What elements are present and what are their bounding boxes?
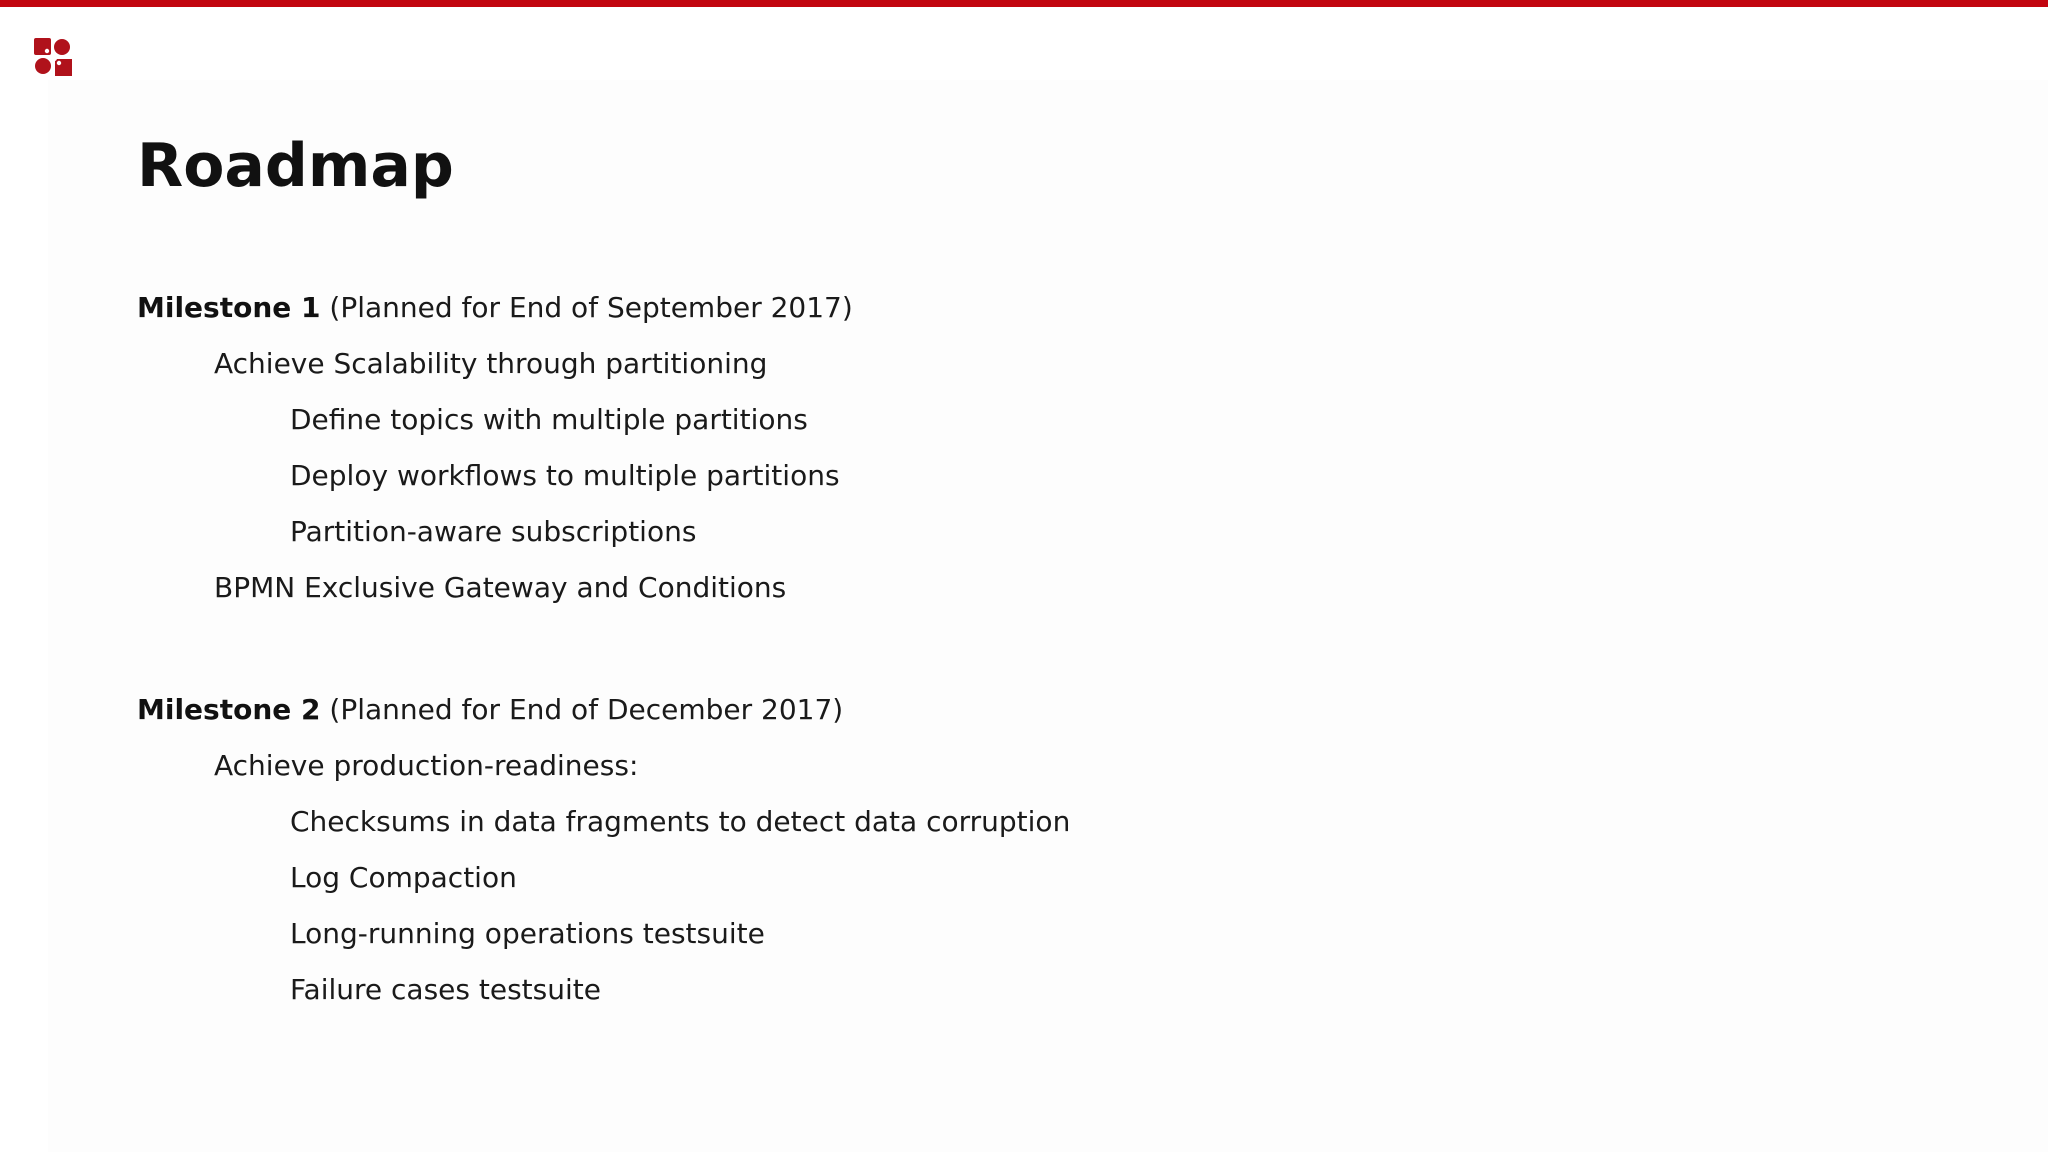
top-accent-bar xyxy=(0,0,2048,7)
list-item: Deploy workflows to multiple partitions xyxy=(290,459,840,492)
camunda-zeebe-logo-icon xyxy=(34,38,72,76)
milestone-label: Milestone 2 xyxy=(137,693,321,726)
milestone-plan: (Planned for End of September 2017) xyxy=(329,291,853,324)
page-title: Roadmap xyxy=(137,131,454,201)
list-item: Partition-aware subscriptions xyxy=(290,515,697,548)
milestone-heading xyxy=(137,682,1537,738)
list-item: Checksums in data fragments to detect data corruption xyxy=(290,805,1071,838)
list-item: Achieve Scalability through partitioning xyxy=(214,347,768,380)
milestone-label: Milestone 1 xyxy=(137,291,321,324)
milestone-heading xyxy=(137,280,1537,336)
milestone-list xyxy=(137,280,1537,1018)
list-item: Log Compaction xyxy=(290,861,517,894)
list-item: Failure cases testsuite xyxy=(290,973,601,1006)
list-item: Define topics with multiple partitions xyxy=(290,403,808,436)
list-item: BPMN Exclusive Gateway and Conditions xyxy=(214,571,787,604)
list-item: Achieve production-readiness: xyxy=(214,749,639,782)
list-item: Long-running operations testsuite xyxy=(290,917,765,950)
milestone-plan: (Planned for End of December 2017) xyxy=(329,693,844,726)
group-spacer xyxy=(137,616,1537,682)
